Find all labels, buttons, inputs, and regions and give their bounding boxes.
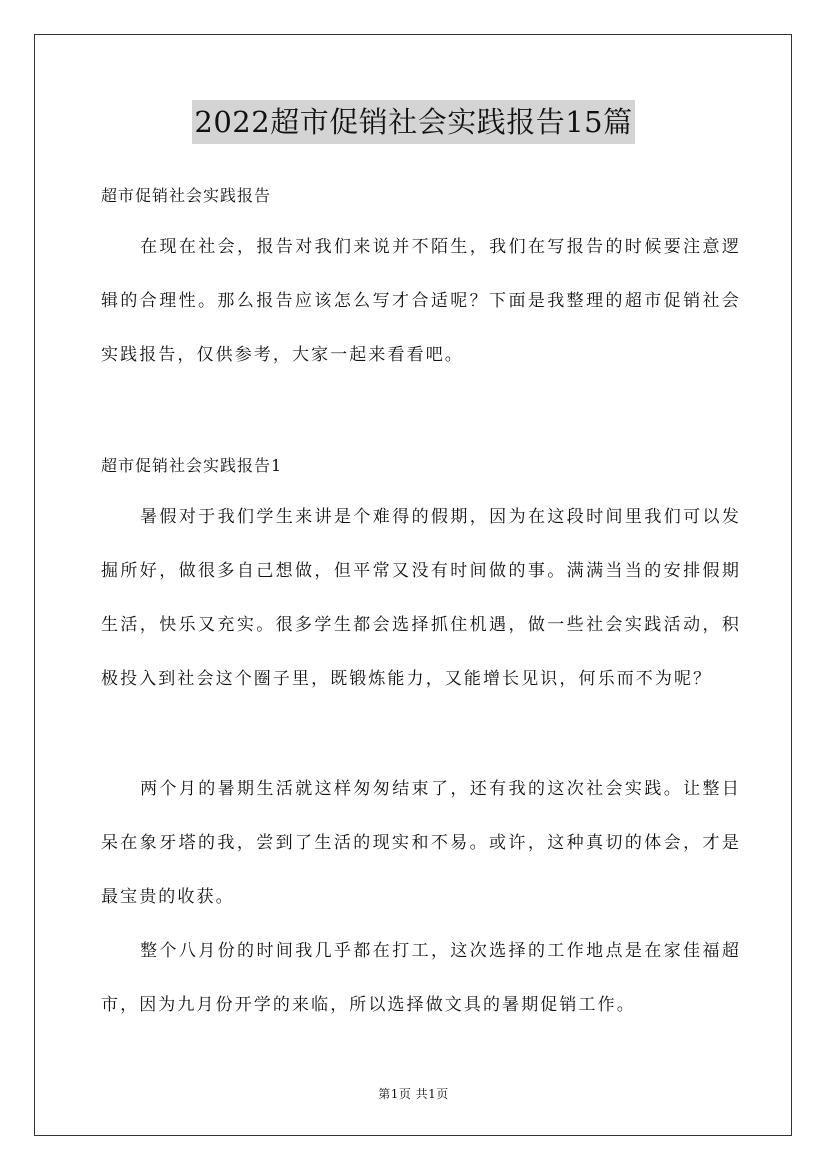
document-title: 2022超市促销社会实践报告15篇 bbox=[192, 100, 634, 144]
section1-paragraph-1: 暑假对于我们学生来讲是个难得的假期，因为在这段时间里我们可以发掘所好，做很多自己想做，但平常又没有时间做的事。满满当当的安排假期生活，快乐又充实。很多学生都会选择抓住机遇，做一些社会实践活动，积极投入到社会这个圈子里，既锻炼能力，又能增长见识，何乐而不为呢？ bbox=[101, 507, 741, 689]
title-container bbox=[0, 100, 827, 144]
section1-paragraph-2: 两个月的暑期生活就这样匆匆结束了，还有我的这次社会实践。让整日呆在象牙塔的我，尝到了生活的现实和不易。或许，这种真切的体会，才是最宝贵的收获。 bbox=[101, 779, 741, 907]
section1-heading: 超市促销社会实践报告1 bbox=[101, 456, 283, 475]
intro-heading: 超市促销社会实践报告 bbox=[101, 186, 272, 205]
intro-paragraph: 在现在社会，报告对我们来说并不陌生，我们在写报告的时候要注意逻辑的合理性。那么报告应该怎么写才合适呢？下面是我整理的超市促销社会实践报告，仅供参考，大家一起来看看吧。 bbox=[101, 237, 741, 365]
page-footer: 第1页 共1页 bbox=[378, 1087, 449, 1101]
section1-paragraph-3: 整个八月份的时间我几乎都在打工，这次选择的工作地点是在家佳福超市，因为九月份开学的来临，所以选择做文具的暑期促销工作。 bbox=[101, 941, 741, 1015]
